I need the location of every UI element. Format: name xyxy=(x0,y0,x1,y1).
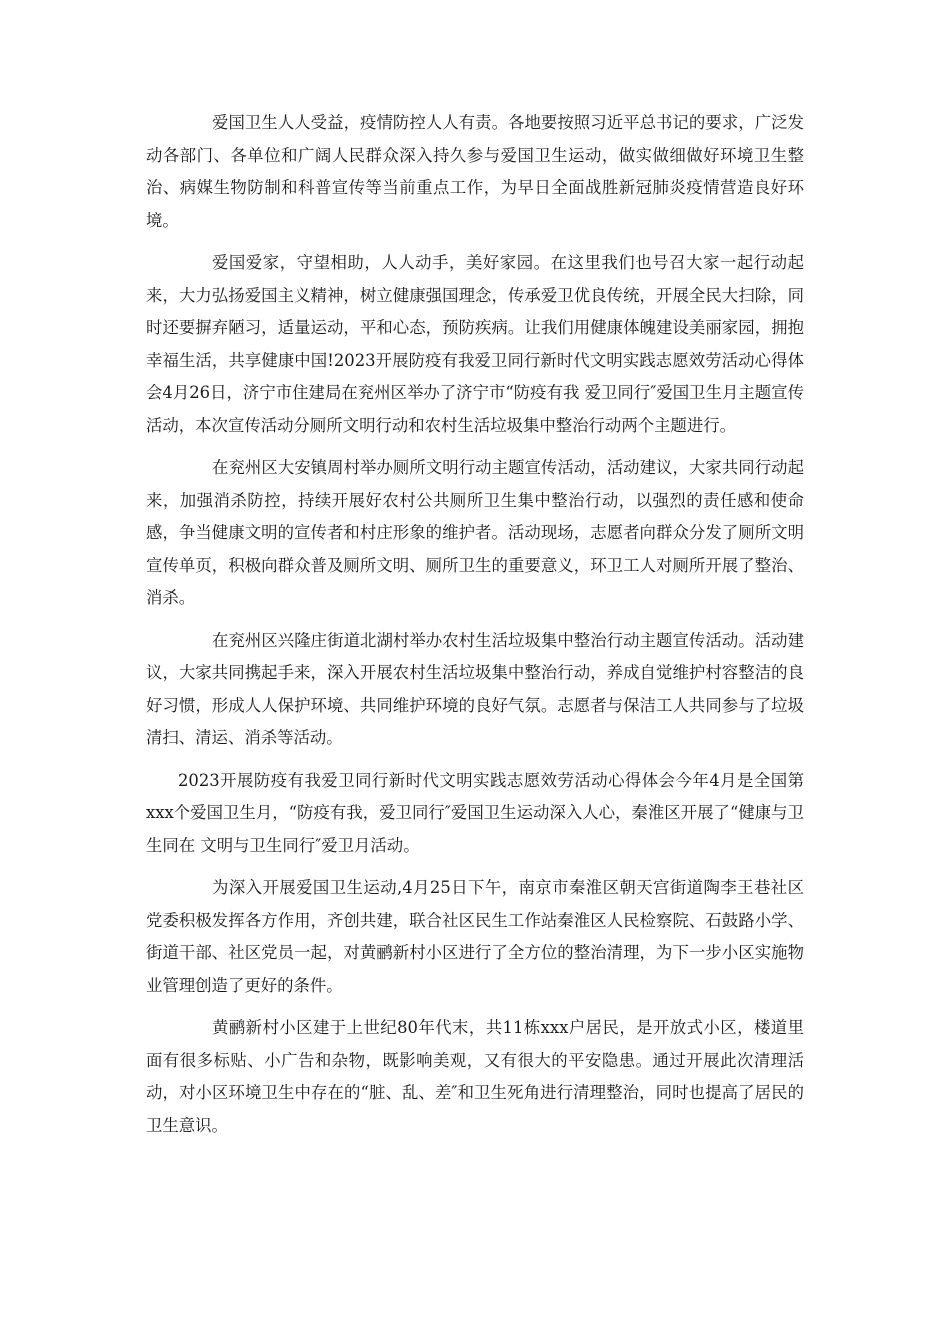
paragraph-5: 2023开展防疫有我爱卫同行新时代文明实践志愿效劳活动心得体会今年4月是全国第xxx个爱国卫生月，“防疫有我，爱卫同行″爱国卫生运动深入人心，秦淮区开展了“健康与卫生同在 文明与卫生同行″爱卫月活动。 xyxy=(146,770,804,855)
paragraph-6: 为深入开展爱国卫生运动,4月25日下午，南京市秦淮区朝天宫街道陶李王巷社区党委积极发挥各方作用，齐创共建，联合社区民生工作站秦淮区人民检察院、石鼓路小学、街道干部、社区党员一起，对黄鹂新村小区进行了全方位的整治清理，为下一步小区实施物业管理创造了更好的条件。 xyxy=(146,878,804,995)
paragraph-3: 在兖州区大安镇周村举办厕所文明行动主题宣传活动，活动建议，大家共同行动起来，加强消杀防控，持续开展好农村公共厕所卫生集中整治行动，以强烈的责任感和使命感，争当健康文明的宣传者和村庄形象的维护者。活动现场，志愿者向群众分发了厕所文明宣传单页，积极向群众普及厕所文明、厕所卫生的重要意义，环卫工人对厕所开展了整治、消杀。 xyxy=(146,458,804,607)
paragraph-2: 爱国爱家，守望相助，人人动手，美好家园。在这里我们也号召大家一起行动起来，大力弘扬爱国主义精神，树立健康强国理念，传承爱卫优良传统，开展全民大扫除，同时还要摒弃陋习，适量运动，平和心态，预防疾病。让我们用健康体魄建设美丽家园，拥抱幸福生活，共享健康中国!2023开展防疫有我爱卫同行新时代文明实践志愿效劳活动心得体会4月26日，济宁市住建局在兖州区举办了济宁市“防疫有我 爱卫同行″爱国卫生月主题宣传活动，本次宣传活动分厕所文明行动和农村生活垃圾集中整治行动两个主题进行。 xyxy=(146,253,804,435)
document-body xyxy=(146,107,804,1152)
paragraph-4: 在兖州区兴隆庄街道北湖村举办农村生活垃圾集中整治行动主题宣传活动。活动建议，大家共同携起手来，深入开展农村生活垃圾集中整治行动，养成自觉维护村容整洁的良好习惯，形成人人保护环境、共同维护环境的良好气氛。志愿者与保洁工人共同参与了垃圾清扫、清运、消杀等活动。 xyxy=(146,630,804,747)
paragraph-1: 爱国卫生人人受益，疫情防控人人有责。各地要按照习近平总书记的要求，广泛发动各部门、各单位和广阔人民群众深入持久参与爱国卫生运动，做实做细做好环境卫生整治、病媒生物防制和科普宣传等当前重点工作，为早日全面战胜新冠肺炎疫情营造良好环境。 xyxy=(146,113,804,230)
paragraph-7: 黄鹂新村小区建于上世纪80年代末，共11栋xxx户居民，是开放式小区，楼道里面有很多标贴、小广告和杂物，既影响美观，又有很大的平安隐患。通过开展此次清理活动，对小区环境卫生中存在的“脏、乱、差″和卫生死角进行清理整治，同时也提高了居民的卫生意识。 xyxy=(146,1018,804,1135)
